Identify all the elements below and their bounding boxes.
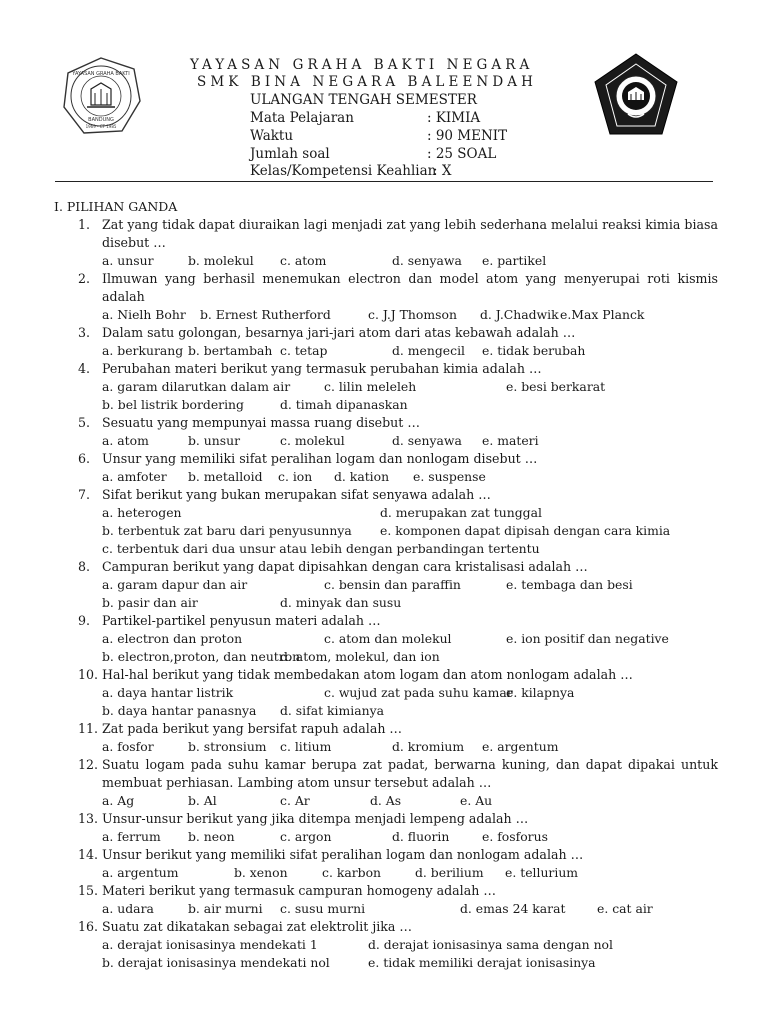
answer-option: d. senyawa — [392, 433, 462, 448]
info-label: Mata Pelajaran — [250, 110, 354, 126]
answer-option: c. Ar — [280, 793, 310, 808]
answer-options — [102, 864, 718, 882]
question-item — [78, 486, 718, 558]
answer-option: a. argentum — [102, 865, 179, 880]
answer-option: b. daya hantar panasnya — [102, 703, 257, 718]
answer-option: a. udara — [102, 901, 154, 916]
question-number: 1. — [78, 217, 91, 232]
question-text: Zat pada berikut yang bersifat rapuh adalah … — [102, 721, 403, 736]
answer-option: d. senyawa — [392, 253, 462, 268]
question-text: Sesuatu yang mempunyai massa ruang disebut … — [102, 415, 420, 430]
question-list — [78, 216, 718, 972]
answer-option: e. materi — [482, 433, 539, 448]
answer-option: d. merupakan zat tunggal — [380, 505, 542, 520]
question-text: Zat yang tidak dapat diuraikan lagi menjadi zat yang lebih sederhana melalui reaksi kimia biasa disebut … — [102, 217, 718, 250]
answer-options — [102, 468, 718, 486]
answer-option: b. neon — [188, 829, 235, 844]
answer-options — [102, 684, 718, 702]
answer-option: e. tidak berubah — [482, 343, 586, 358]
yayasan-logo — [60, 55, 142, 137]
answer-option: c. wujud zat pada suhu kamar — [324, 685, 513, 700]
answer-option: a. derajat ionisasinya mendekati 1 — [102, 937, 318, 952]
answer-option: e. tembaga dan besi — [506, 577, 633, 592]
answer-option: b. stronsium — [188, 739, 267, 754]
answer-option: d. J.Chadwik — [480, 307, 559, 322]
answer-option: e. fosforus — [482, 829, 548, 844]
answer-options — [102, 648, 718, 666]
info-value: : 25 SOAL — [427, 146, 497, 162]
foundation-name: YAYASAN GRAHA BAKTI NEGARA — [190, 57, 534, 73]
answer-option: e. besi berkarat — [506, 379, 606, 394]
question-text: Sifat berikut yang bukan merupakan sifat senyawa adalah … — [102, 487, 491, 502]
question-item — [78, 324, 718, 360]
answer-option: a. unsur — [102, 253, 154, 268]
answer-option: d. fluorin — [392, 829, 450, 844]
answer-option: b. terbentuk zat baru dari penyusunnya — [102, 523, 352, 538]
question-text: Hal-hal berikut yang tidak membedakan atom logam dan atom nonlogam adalah … — [102, 667, 633, 682]
answer-options — [102, 702, 718, 720]
answer-option: c. lilin meleleh — [324, 379, 417, 394]
question-item — [78, 666, 718, 720]
question-item — [78, 720, 718, 756]
answer-options — [102, 630, 718, 648]
question-number: 12. — [78, 757, 99, 772]
answer-option: b. air murni — [188, 901, 263, 916]
answer-option: d. derajat ionisasinya sama dengan nol — [368, 937, 613, 952]
answer-option: b. metalloid — [188, 469, 263, 484]
answer-options — [102, 828, 718, 846]
answer-options — [102, 432, 718, 450]
question-item — [78, 558, 718, 612]
svg-text:BANDUNG: BANDUNG — [88, 117, 114, 123]
question-number: 9. — [78, 613, 91, 628]
question-item — [78, 612, 718, 666]
question-text: Dalam satu golongan, besarnya jari-jari atom dari atas kebawah adalah … — [102, 325, 576, 340]
question-item — [78, 882, 718, 918]
answer-option: c. terbentuk dari dua unsur atau lebih dengan perbandingan tertentu — [102, 541, 540, 556]
question-text: Ilmuwan yang berhasil menemukan electron dan model atom yang menyerupai roti kismis adalah — [102, 271, 718, 304]
answer-options — [102, 900, 718, 918]
info-label: Waktu — [250, 128, 294, 144]
answer-options — [102, 540, 718, 558]
answer-options — [102, 396, 718, 414]
question-number: 7. — [78, 487, 91, 502]
question-text: Unsur berikut yang memiliki sifat peralihan logam dan nonlogam adalah … — [102, 847, 584, 862]
question-item — [78, 216, 718, 270]
answer-options — [102, 576, 718, 594]
answer-option: a. Ag — [102, 793, 135, 808]
question-number: 2. — [78, 271, 91, 286]
answer-option: c. tetap — [280, 343, 328, 358]
info-value: : 90 MENIT — [427, 128, 508, 144]
answer-option: e. suspense — [413, 469, 486, 484]
question-item — [78, 360, 718, 414]
answer-option: a. garam dilarutkan dalam air — [102, 379, 291, 394]
question-item — [78, 918, 718, 972]
answer-option: d. timah dipanaskan — [280, 397, 408, 412]
info-value: : KIMIA — [427, 110, 481, 126]
question-text: Unsur-unsur berikut yang jika ditempa menjadi lempeng adalah … — [102, 811, 529, 826]
answer-option: d. kromium — [392, 739, 465, 754]
school-name: SMK BINA NEGARA BALEENDAH — [197, 74, 537, 90]
answer-option: d. atom, molekul, dan ion — [280, 649, 440, 664]
section-title: I. PILIHAN GANDA — [54, 199, 178, 214]
answer-option: a. garam dapur dan air — [102, 577, 248, 592]
question-item — [78, 756, 718, 810]
answer-option: a. electron dan proton — [102, 631, 243, 646]
question-text: Perubahan materi berikut yang termasuk perubahan kimia adalah … — [102, 361, 542, 376]
answer-options — [102, 378, 718, 396]
answer-option: b. Ernest Rutherford — [200, 307, 331, 322]
question-number: 16. — [78, 919, 99, 934]
question-text: Unsur yang memiliki sifat peralihan logam dan nonlogam disebut … — [102, 451, 538, 466]
answer-option: e. partikel — [482, 253, 547, 268]
answer-option: c. J.J Thomson — [368, 307, 457, 322]
info-label: Kelas/Kompetensi Keahlian — [250, 163, 437, 179]
question-item — [78, 270, 718, 324]
answer-option: c. ion — [278, 469, 313, 484]
answer-option: b. electron,proton, dan neutron — [102, 649, 301, 664]
question-number: 14. — [78, 847, 99, 862]
question-number: 11. — [78, 721, 99, 736]
answer-option: a. ferrum — [102, 829, 161, 844]
answer-option: b. pasir dan air — [102, 595, 198, 610]
answer-options — [102, 252, 718, 270]
answer-option: a. daya hantar listrik — [102, 685, 234, 700]
question-item — [78, 450, 718, 486]
answer-options — [102, 954, 718, 972]
answer-option: c. litium — [280, 739, 332, 754]
answer-options — [102, 522, 718, 540]
answer-option: b. unsur — [188, 433, 241, 448]
question-number: 8. — [78, 559, 91, 574]
answer-option: c. atom dan molekul — [324, 631, 452, 646]
answer-option: d. emas 24 karat — [460, 901, 566, 916]
answer-option: b. bel listrik bordering — [102, 397, 244, 412]
answer-option: c. atom — [280, 253, 327, 268]
school-logo — [592, 52, 680, 138]
answer-option: d. As — [370, 793, 402, 808]
answer-option: e. ion positif dan negative — [506, 631, 669, 646]
answer-option: a. berkurang — [102, 343, 184, 358]
answer-option: e. kilapnya — [506, 685, 575, 700]
answer-option: e.Max Planck — [560, 307, 645, 322]
question-item — [78, 846, 718, 882]
question-number: 5. — [78, 415, 91, 430]
answer-options — [102, 504, 718, 522]
answer-option: d. minyak dan susu — [280, 595, 402, 610]
question-text: Partikel-partikel penyusun materi adalah … — [102, 613, 381, 628]
left-logo-text: YAYASAN GRAHA BAKTI — [72, 71, 130, 77]
answer-option: c. susu murni — [280, 901, 366, 916]
answer-options — [102, 792, 718, 810]
answer-option: e. argentum — [482, 739, 559, 754]
answer-option: d. sifat kimianya — [280, 703, 384, 718]
answer-option: d. mengecil — [392, 343, 466, 358]
answer-option: e. Au — [460, 793, 493, 808]
answer-option: a. heterogen — [102, 505, 182, 520]
answer-option: a. Nielh Bohr — [102, 307, 186, 322]
answer-option: a. atom — [102, 433, 149, 448]
question-text: Materi berikut yang termasuk campuran homogeny adalah … — [102, 883, 496, 898]
header-divider — [55, 181, 713, 182]
answer-options — [102, 738, 718, 756]
question-number: 10. — [78, 667, 99, 682]
answer-option: b. derajat ionisasinya mendekati nol — [102, 955, 330, 970]
answer-option: b. xenon — [234, 865, 288, 880]
answer-options — [102, 594, 718, 612]
answer-option: b. bertambah — [188, 343, 273, 358]
answer-option: a. fosfor — [102, 739, 154, 754]
question-number: 13. — [78, 811, 99, 826]
answer-option: c. karbon — [322, 865, 382, 880]
exam-title: ULANGAN TENGAH SEMESTER — [250, 92, 477, 108]
answer-option: e. komponen dapat dipisah dengan cara kimia — [380, 523, 671, 538]
answer-option: d. berilium — [415, 865, 484, 880]
answer-options — [102, 306, 718, 324]
question-text: Suatu logam pada suhu kamar berupa zat padat, berwarna kuning, dan dapat dipakai untuk membuat perhiasan. Lambing atom unsur tersebut adalah … — [102, 757, 718, 790]
answer-option: b. Al — [188, 793, 217, 808]
question-text: Suatu zat dikatakan sebagai zat elektrolit jika … — [102, 919, 412, 934]
answer-options — [102, 936, 718, 954]
answer-option: c. molekul — [280, 433, 345, 448]
question-number: 6. — [78, 451, 91, 466]
question-item — [78, 414, 718, 450]
question-number: 3. — [78, 325, 91, 340]
answer-option: e. tidak memiliki derajat ionisasinya — [368, 955, 596, 970]
answer-option: c. bensin dan paraffin — [324, 577, 461, 592]
question-number: 15. — [78, 883, 99, 898]
answer-option: b. molekul — [188, 253, 254, 268]
answer-option: a. amfoter — [102, 469, 167, 484]
info-label: Jumlah soal — [250, 146, 330, 162]
question-item — [78, 810, 718, 846]
question-number: 4. — [78, 361, 91, 376]
info-value: : X — [433, 163, 452, 179]
answer-option: c. argon — [280, 829, 332, 844]
answer-option: e. cat air — [597, 901, 653, 916]
question-text: Campuran berikut yang dapat dipisahkan dengan cara kristalisasi adalah … — [102, 559, 588, 574]
svg-text:1969 - CT 1985: 1969 - CT 1985 — [85, 124, 117, 129]
answer-options — [102, 342, 718, 360]
answer-option: d. kation — [334, 469, 390, 484]
answer-option: e. tellurium — [505, 865, 579, 880]
